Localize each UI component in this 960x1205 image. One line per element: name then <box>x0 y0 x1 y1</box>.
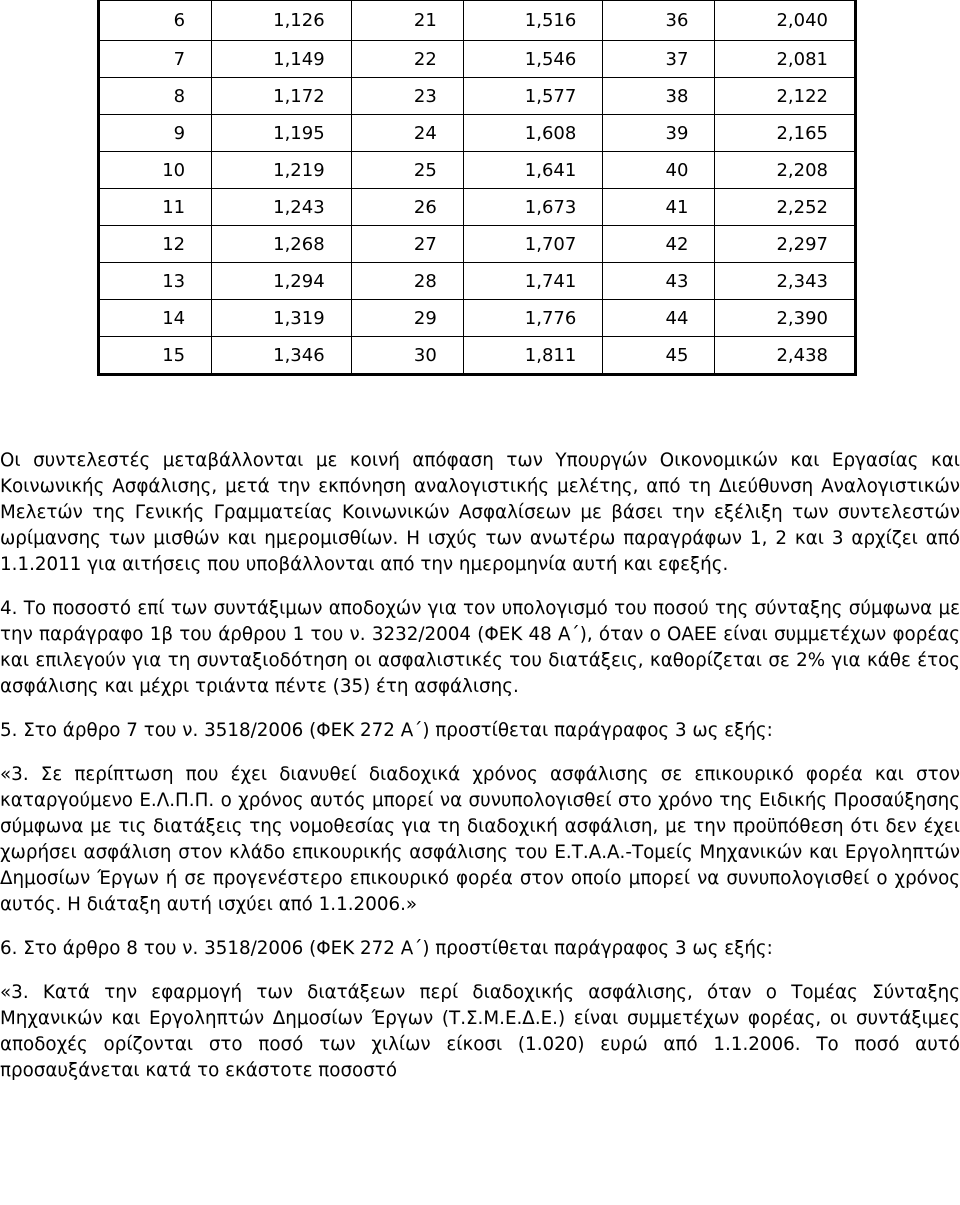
table-cell-year: 21 <box>351 1 463 41</box>
table-cell-year: 10 <box>99 152 212 189</box>
table-cell-year: 30 <box>351 337 463 375</box>
table-cell-coefficient: 2,208 <box>715 152 856 189</box>
table-cell-year: 24 <box>351 115 463 152</box>
table-cell-year: 41 <box>603 189 715 226</box>
table-cell-coefficient: 1,346 <box>212 337 352 375</box>
table-cell-year: 37 <box>603 41 715 78</box>
table-cell-year: 40 <box>603 152 715 189</box>
table-cell-coefficient: 1,577 <box>463 78 603 115</box>
table-cell-year: 25 <box>351 152 463 189</box>
table-row <box>99 337 856 375</box>
table-cell-coefficient: 1,811 <box>463 337 603 375</box>
table-cell-year: 14 <box>99 300 212 337</box>
table-row <box>99 226 856 263</box>
table-cell-year: 15 <box>99 337 212 375</box>
table-cell-year: 9 <box>99 115 212 152</box>
table-cell-year: 38 <box>603 78 715 115</box>
paragraph-coefficients-note: Οι συντελεστές μεταβάλλονται με κοινή απόφαση των Υπουργών Οικονομικών και Εργασίας και Κοινωνικής Ασφάλισης, μετά την εκπόνηση αναλογιστικής μελέτης, από τη Διεύθυνση Αναλογιστικών Μελετών της Γενικής Γραμματείας Κοινωνικών Ασφαλίσεων με βάσει την εξέλιξη των συντελεστών ωρίμανσης των μισθών και ημερομισθίων. Η ισχύς των ανωτέρω παραγράφων 1, 2 και 3 αρχίζει από 1.1.2011 για αιτήσεις που υποβάλλονται από την ημερομηνία αυτή και εφεξής. <box>0 450 960 575</box>
table-cell-coefficient: 1,516 <box>463 1 603 41</box>
table-cell-coefficient: 1,126 <box>212 1 352 41</box>
table-cell-coefficient: 1,243 <box>212 189 352 226</box>
table-cell-year: 11 <box>99 189 212 226</box>
table-cell-coefficient: 1,149 <box>212 41 352 78</box>
table-row <box>99 115 856 152</box>
table-cell-coefficient: 1,268 <box>212 226 352 263</box>
table-cell-year: 39 <box>603 115 715 152</box>
table-cell-coefficient: 2,122 <box>715 78 856 115</box>
table-cell-year: 12 <box>99 226 212 263</box>
table-cell-coefficient: 1,319 <box>212 300 352 337</box>
table-cell-coefficient: 2,297 <box>715 226 856 263</box>
table-cell-coefficient: 1,546 <box>463 41 603 78</box>
table-cell-coefficient: 1,219 <box>212 152 352 189</box>
table-cell-coefficient: 2,390 <box>715 300 856 337</box>
paragraph-5-heading: 5. Στο άρθρο 7 του ν. 3518/2006 (ΦΕΚ 272 Α΄) προστίθεται παράγραφος 3 ως εξής: <box>0 720 773 741</box>
table-cell-coefficient: 1,641 <box>463 152 603 189</box>
table-cell-year: 36 <box>603 1 715 41</box>
table-row <box>99 189 856 226</box>
table-cell-year: 26 <box>351 189 463 226</box>
table-row <box>99 1 856 41</box>
paragraph-6-heading: 6. Στο άρθρο 8 του ν. 3518/2006 (ΦΕΚ 272 Α΄) προστίθεται παράγραφος 3 ως εξής: <box>0 938 773 959</box>
table-cell-year: 13 <box>99 263 212 300</box>
table-row <box>99 263 856 300</box>
table-cell-coefficient: 1,195 <box>212 115 352 152</box>
table-cell-year: 42 <box>603 226 715 263</box>
table-cell-year: 23 <box>351 78 463 115</box>
table-cell-coefficient: 2,165 <box>715 115 856 152</box>
table-cell-coefficient: 1,707 <box>463 226 603 263</box>
table-cell-coefficient: 1,294 <box>212 263 352 300</box>
table-cell-year: 22 <box>351 41 463 78</box>
coefficient-table <box>97 0 857 376</box>
table-cell-year: 28 <box>351 263 463 300</box>
table-row <box>99 300 856 337</box>
coefficient-table-container <box>97 0 857 376</box>
table-row <box>99 41 856 78</box>
table-cell-coefficient: 2,252 <box>715 189 856 226</box>
table-cell-year: 6 <box>99 1 212 41</box>
table-cell-coefficient: 2,438 <box>715 337 856 375</box>
table-cell-year: 7 <box>99 41 212 78</box>
table-cell-coefficient: 1,608 <box>463 115 603 152</box>
table-cell-coefficient: 2,040 <box>715 1 856 41</box>
table-cell-year: 29 <box>351 300 463 337</box>
table-row <box>99 78 856 115</box>
table-cell-year: 44 <box>603 300 715 337</box>
table-cell-coefficient: 1,741 <box>463 263 603 300</box>
table-row <box>99 152 856 189</box>
paragraph-4: 4. Το ποσοστό επί των συντάξιμων αποδοχών για τον υπολογισμό του ποσού της σύνταξης σύμφωνα με την παράγραφο 1β του άρθρου 1 του ν. 3232/2004 (ΦΕΚ 48 Α΄), όταν ο ΟΑΕΕ είναι συμμετέχων φορέας και επιλεγούν για τη συνταξιοδότηση οι ασφαλιστικές του διατάξεις, καθορίζεται σε 2% για κάθε έτος ασφάλισης και μέχρι τριάντα πέντε (35) έτη ασφάλισης. <box>0 598 960 697</box>
table-cell-coefficient: 1,776 <box>463 300 603 337</box>
table-cell-year: 27 <box>351 226 463 263</box>
document-body <box>0 448 960 1084</box>
table-cell-coefficient: 1,673 <box>463 189 603 226</box>
paragraph-6-quote: «3. Κατά την εφαρμογή των διατάξεων περί διαδοχικής ασφάλισης, όταν ο Τομέας Σύνταξης Μηχανικών και Εργοληπτών Δημοσίων Έργων (Τ.Σ.Μ.Ε.Δ.Ε.) είναι συμμετέχων φορέας, οι συντάξιμες αποδοχές ορίζονται στο ποσό των χιλίων είκοσι (1.020) ευρώ από 1.1.2006. Το ποσό αυτό προσαυξάνεται κατά το εκάστοτε ποσοστό <box>0 982 960 1081</box>
paragraph-5-quote: «3. Σε περίπτωση που έχει διανυθεί διαδοχικά χρόνος ασφάλισης σε επικουρικό φορέα και στον καταργούμενο Ε.Λ.Π.Π. ο χρόνος αυτός μπορεί να συνυπολογισθεί στο χρόνο της Ειδικής Προσαύξησης σύμφωνα με τις διατάξεις της νομοθεσίας για τη διαδοχική ασφάλιση, με την προϋπόθεση ότι δεν έχει χωρήσει ασφάλιση στον κλάδο επικουρικής ασφάλισης του Ε.Τ.Α.Α.-Τομείς Μηχανικών και Εργοληπτών Δημοσίων Έργων ή σε προγενέστερο επικουρικό φορέα στον οποίο μπορεί να συνυπολογισθεί ο χρόνος αυτός. Η διάταξη αυτή ισχύει από 1.1.2006.» <box>0 764 960 915</box>
table-cell-year: 43 <box>603 263 715 300</box>
table-cell-coefficient: 1,172 <box>212 78 352 115</box>
table-cell-year: 8 <box>99 78 212 115</box>
table-cell-year: 45 <box>603 337 715 375</box>
table-cell-coefficient: 2,081 <box>715 41 856 78</box>
table-cell-coefficient: 2,343 <box>715 263 856 300</box>
